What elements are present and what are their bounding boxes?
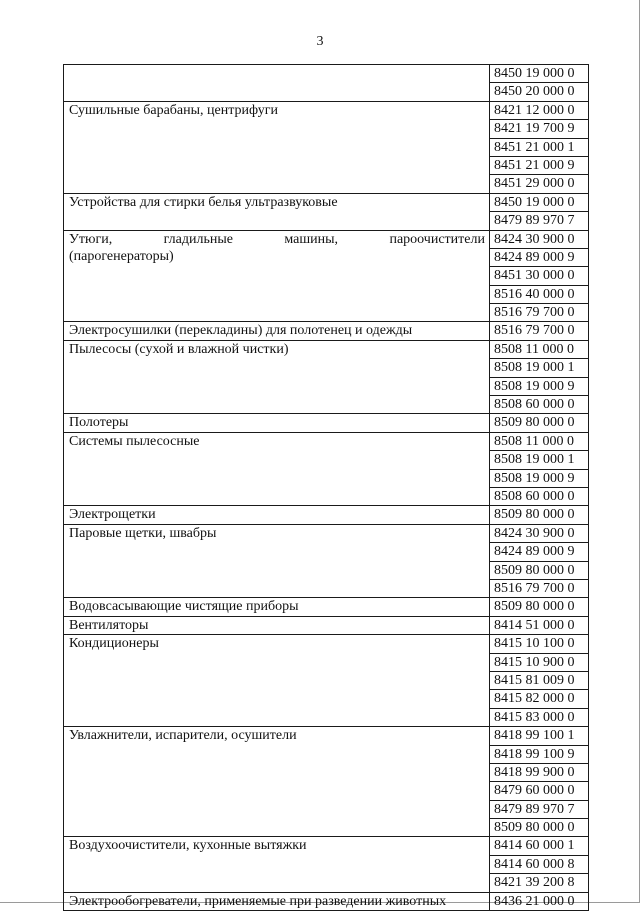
table-row — [64, 506, 589, 524]
code-cell — [490, 506, 589, 524]
tn-ved-code: 8451 21 000 9 — [490, 156, 588, 174]
product-name-cell — [64, 727, 490, 837]
product-name: Увлажнители, испарители, осушители — [69, 728, 297, 744]
code-cell — [490, 340, 589, 414]
tn-ved-code: 8516 79 700 0 — [490, 303, 588, 321]
tn-ved-code: 8509 80 000 0 — [494, 599, 575, 615]
tn-ved-code: 8508 11 000 0 — [494, 341, 574, 357]
code-cell — [490, 193, 589, 230]
product-name: Кондиционеры — [69, 636, 159, 652]
table-row — [64, 432, 589, 506]
tn-ved-code: 8509 80 000 0 — [494, 415, 575, 431]
code-cell — [490, 432, 589, 506]
codes-table-body — [64, 65, 589, 911]
tn-ved-code: 8450 20 000 0 — [490, 82, 588, 100]
tn-ved-code: 8414 60 000 1 — [494, 838, 575, 854]
tn-ved-code: 8516 79 700 0 — [490, 579, 588, 597]
product-name-cell — [64, 414, 490, 432]
tn-ved-code: 8414 60 000 8 — [490, 855, 588, 873]
tn-ved-code: 8436 21 000 0 — [494, 893, 575, 909]
tn-ved-code: 8418 99 900 0 — [490, 763, 588, 781]
code-cell — [490, 65, 589, 102]
tn-ved-code: 8508 19 000 1 — [490, 450, 588, 468]
product-name-cell — [64, 837, 490, 892]
page-number: 3 — [316, 34, 324, 49]
table-row — [64, 727, 589, 837]
product-name: Водовсасывающие чистящие приборы — [69, 599, 299, 615]
tn-ved-code: 8415 10 900 0 — [490, 653, 588, 671]
tn-ved-code: 8451 30 000 0 — [490, 266, 588, 284]
tn-ved-code: 8509 80 000 0 — [494, 507, 575, 523]
product-name-cell — [64, 101, 490, 193]
table-row — [64, 193, 589, 230]
code-cell — [490, 727, 589, 837]
tn-ved-code: 8509 80 000 0 — [490, 818, 588, 836]
product-name-cell — [64, 65, 490, 102]
code-cell — [490, 616, 589, 634]
product-name: Электросушилки (перекладины) для полотенец и одежды — [69, 323, 413, 339]
product-name: Полотеры — [69, 415, 129, 431]
code-cell — [490, 635, 589, 727]
code-cell — [490, 230, 589, 322]
tn-ved-code: 8415 10 100 0 — [494, 636, 575, 652]
product-name: Вентиляторы — [69, 617, 149, 633]
tn-ved-code: 8414 51 000 0 — [494, 617, 575, 633]
product-name-word: пароочистители — [389, 231, 485, 247]
product-name-cell — [64, 635, 490, 727]
code-cell — [490, 837, 589, 892]
product-name: Системы пылесосные — [69, 433, 200, 449]
tn-ved-code: 8508 19 000 9 — [490, 469, 588, 487]
tn-ved-code: 8508 60 000 0 — [490, 487, 588, 505]
product-name-cell — [64, 524, 490, 598]
tn-ved-code: 8421 19 700 9 — [490, 119, 588, 137]
product-name-word: машины, — [284, 231, 339, 247]
product-name-cell — [64, 506, 490, 524]
code-cell — [490, 101, 589, 193]
tn-ved-code: 8424 30 900 0 — [494, 525, 575, 541]
product-name-cell — [64, 432, 490, 506]
product-name-cell — [64, 230, 490, 322]
product-name-word: гладильные — [163, 231, 233, 247]
tn-ved-code: 8508 11 000 0 — [494, 433, 574, 449]
product-name-line: (парогенераторы) — [69, 248, 174, 264]
tn-ved-code: 8451 21 000 1 — [490, 138, 588, 156]
table-row — [64, 892, 589, 910]
product-name-cell — [64, 616, 490, 634]
tn-ved-code: 8415 83 000 0 — [490, 708, 588, 726]
table-row — [64, 101, 589, 193]
product-name-cell — [64, 193, 490, 230]
tn-ved-code: 8421 12 000 0 — [494, 102, 575, 118]
tn-ved-code: 8415 82 000 0 — [490, 689, 588, 707]
tn-ved-code: 8424 89 000 9 — [490, 542, 588, 560]
tn-ved-code: 8479 60 000 0 — [490, 781, 588, 799]
code-cell — [490, 414, 589, 432]
tn-ved-code: 8415 81 009 0 — [490, 671, 588, 689]
tn-ved-code: 8450 19 000 0 — [494, 194, 575, 210]
tn-ved-code: 8508 19 000 1 — [490, 358, 588, 376]
tn-ved-code: 8479 89 970 7 — [490, 211, 588, 229]
table-row — [64, 616, 589, 634]
code-cell — [490, 524, 589, 598]
tn-ved-code: 8421 39 200 8 — [490, 873, 588, 891]
code-cell — [490, 892, 589, 910]
table-row — [64, 635, 589, 727]
tn-ved-code: 8509 80 000 0 — [490, 561, 588, 579]
product-name-cell — [64, 598, 490, 616]
product-name: Воздухоочистители, кухонные вытяжки — [69, 838, 307, 854]
tn-ved-code: 8418 99 100 1 — [494, 728, 575, 744]
tn-ved-code: 8516 40 000 0 — [490, 285, 588, 303]
product-name: Пылесосы (сухой и влажной чистки) — [69, 341, 289, 357]
product-name: Устройства для стирки белья ультразвуковые — [69, 194, 338, 210]
tn-ved-code: 8516 79 700 0 — [494, 323, 575, 339]
product-name-cell — [64, 322, 490, 340]
tn-ved-code: 8424 89 000 9 — [490, 248, 588, 266]
table-row — [64, 598, 589, 616]
tn-ved-code: 8418 99 100 9 — [490, 745, 588, 763]
table-row — [64, 340, 589, 414]
product-name-word: Утюги, — [69, 231, 113, 247]
code-cell — [490, 598, 589, 616]
code-cell — [490, 322, 589, 340]
product-name: Электрощетки — [69, 507, 156, 523]
tn-ved-code: 8450 19 000 0 — [494, 66, 575, 81]
product-name-cell — [64, 892, 490, 910]
table-row — [64, 230, 589, 322]
tn-ved-code: 8508 60 000 0 — [490, 395, 588, 413]
tn-ved-code: 8451 29 000 0 — [490, 174, 588, 192]
product-name-line — [69, 231, 485, 248]
product-name: Электрообогреватели, применяемые при разведении животных — [69, 893, 447, 909]
table-row — [64, 524, 589, 598]
product-name: Паровые щетки, швабры — [69, 525, 217, 541]
table-row — [64, 322, 589, 340]
table-row — [64, 65, 589, 102]
product-name: Сушильные барабаны, центрифуги — [69, 102, 278, 118]
tn-ved-code: 8508 19 000 9 — [490, 377, 588, 395]
table-row — [64, 414, 589, 432]
tn-ved-code: 8424 30 900 0 — [494, 231, 575, 247]
codes-table — [63, 64, 589, 911]
product-name-cell — [64, 340, 490, 414]
tn-ved-code: 8479 89 970 7 — [490, 800, 588, 818]
table-row — [64, 837, 589, 892]
